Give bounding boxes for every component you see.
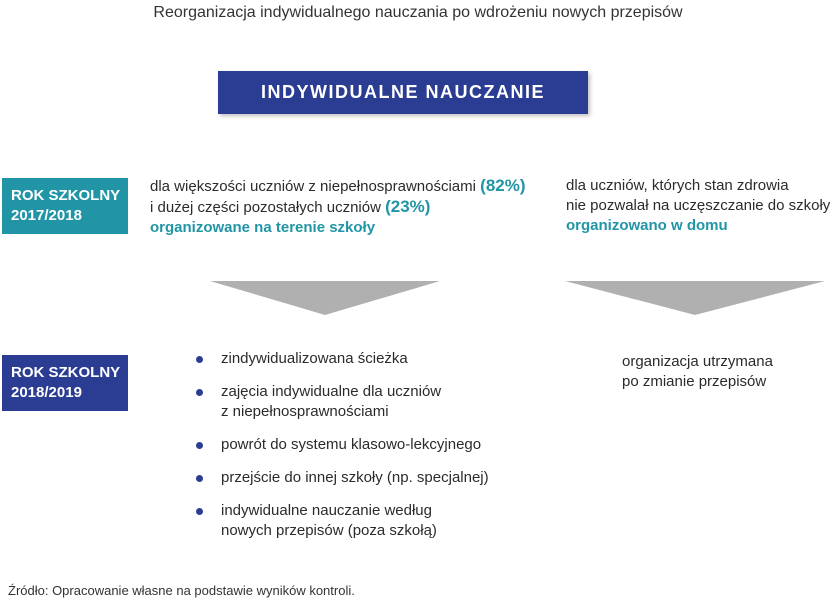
home-option-line2: nie pozwalał na uczęszczanie do szkoły xyxy=(566,197,831,214)
source-note: Źródło: Opracowanie własne na podstawie wyników kontroli. xyxy=(8,583,355,598)
list-item-text: z niepełnosprawnościami xyxy=(221,403,389,420)
percent-23: (23%) xyxy=(385,197,431,216)
bullet-dot-icon xyxy=(196,475,203,482)
year-label-line1: ROK SZKOLNY xyxy=(11,187,121,204)
year-label-line1: ROK SZKOLNY xyxy=(11,364,121,381)
home-option-2017 xyxy=(566,176,830,236)
list-item xyxy=(196,349,489,369)
bullet-dot-icon xyxy=(196,389,203,396)
home-option-2018-line1: organizacja utrzymana xyxy=(622,353,773,370)
bullet-dot-icon xyxy=(196,442,203,449)
home-option-2018 xyxy=(622,352,773,392)
school-option-line1-text: dla większości uczniów z niepełnosprawnościami xyxy=(150,178,481,195)
down-arrow-left xyxy=(210,281,440,317)
diagram-title: Reorganizacja indywidualnego nauczania po wdrożeniu nowych przepisów xyxy=(153,4,683,21)
year-label-2018-2019 xyxy=(2,355,128,411)
main-heading-box: INDYWIDUALNE NAUCZANIE xyxy=(218,71,588,114)
year-label-2017-2018 xyxy=(2,178,128,234)
list-item xyxy=(196,468,489,488)
list-item-text: indywidualne nauczanie według xyxy=(221,502,432,519)
list-item xyxy=(196,435,489,455)
school-option-line2 xyxy=(150,197,526,218)
list-item-text: zajęcia indywidualne dla uczniów xyxy=(221,383,442,400)
school-option-highlight: organizowane na terenie szkoły xyxy=(150,219,376,236)
school-option-2017 xyxy=(150,176,526,238)
down-arrow-right xyxy=(565,281,825,317)
list-item xyxy=(196,382,489,422)
list-item-text: nowych przepisów (poza szkołą) xyxy=(221,522,437,539)
list-item-text: powrót do systemu klasowo-lekcyjnego xyxy=(221,436,482,453)
bullet-dot-icon xyxy=(196,508,203,515)
year-label-line2: 2017/2018 xyxy=(11,207,82,224)
list-item-text: przejście do innej szkoły (np. specjalnej) xyxy=(221,469,489,486)
bullet-dot-icon xyxy=(196,356,203,363)
home-option-highlight: organizowano w domu xyxy=(566,217,728,234)
list-item-text: zindywidualizowana ścieżka xyxy=(221,350,408,367)
list-item xyxy=(196,501,489,541)
home-option-2018-line2: po zmianie przepisów xyxy=(622,373,767,390)
percent-82: (82%) xyxy=(480,176,526,195)
school-option-line2-text: i dużej części pozostałych uczniów xyxy=(150,199,386,216)
school-option-line1 xyxy=(150,176,526,197)
outcome-list xyxy=(196,349,489,554)
home-option-line1: dla uczniów, których stan zdrowia xyxy=(566,177,789,194)
year-label-line2: 2018/2019 xyxy=(11,384,82,401)
